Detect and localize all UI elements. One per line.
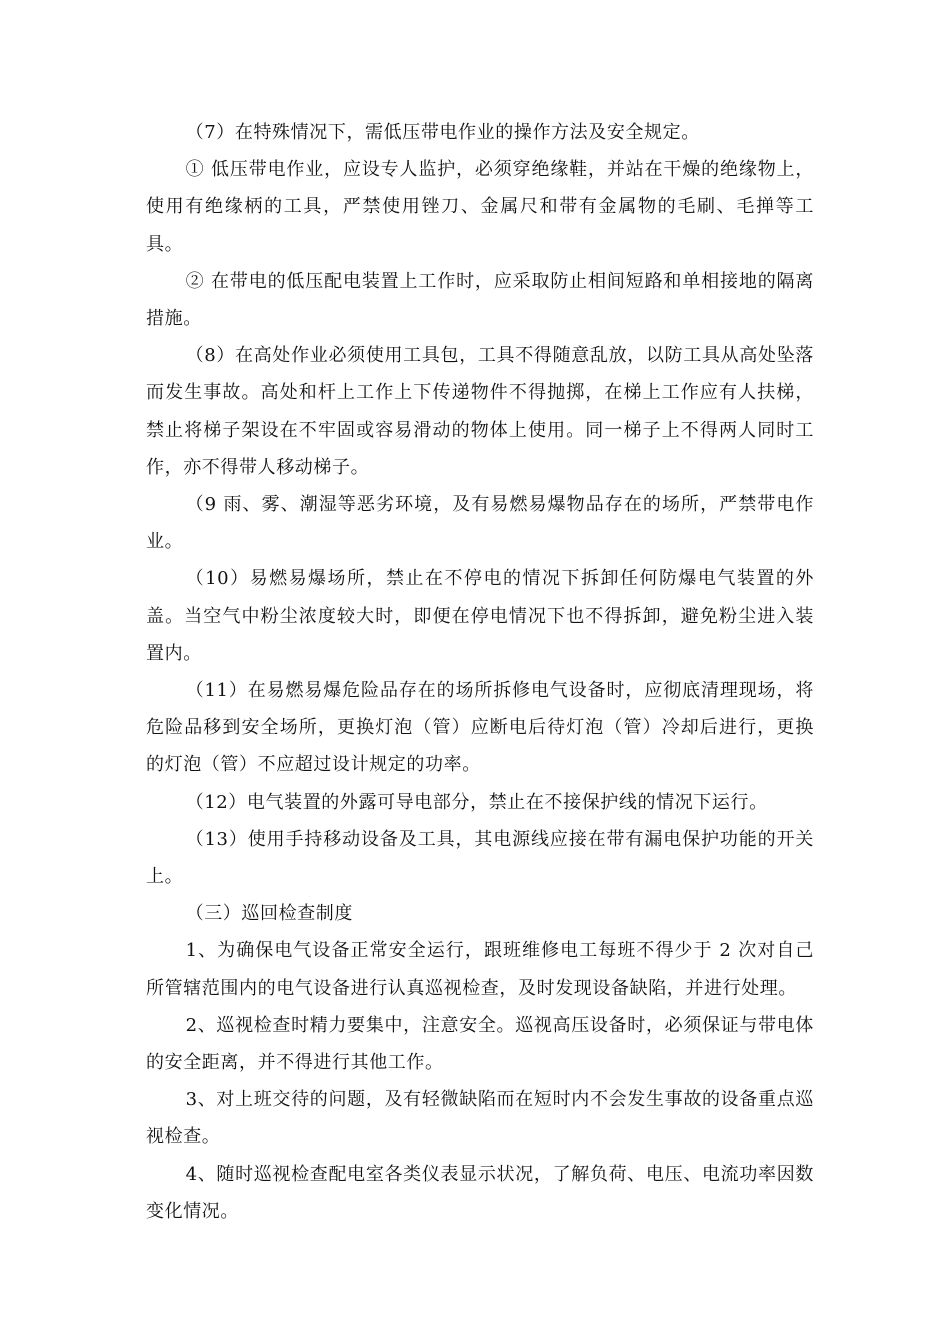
document-body	[146, 114, 814, 1230]
inspection-item-3: 3、对上班交待的问题，及有轻微缺陷而在短时内不会发生事故的设备重点巡视检查。	[146, 1089, 814, 1148]
paragraph-7-item-1: ① 低压带电作业，应设专人监护，必须穿绝缘鞋，并站在干燥的绝缘物上，使用有绝缘柄的工具，严禁使用锉刀、金属尺和带有金属物的毛刷、毛掸等工具。	[146, 159, 814, 255]
paragraph-7-item-2: ② 在带电的低压配电装置上工作时，应采取防止相间短路和单相接地的隔离措施。	[146, 270, 814, 330]
paragraph-8-height-work: （8）在高处作业必须使用工具包，工具不得随意乱放，以防工具从高处坠落而发生事故。高处和杆上工作上下传递物件不得抛掷，在梯上工作应有人扶梯，禁止将梯子架设在不牢固或容易滑动的物体上使用。同一梯子上不得两人同时工作，亦不得带人移动梯子。	[146, 345, 814, 478]
paragraph-12-exposed-parts: （12）电气装置的外露可导电部分，禁止在不接保护线的情况下运行。	[185, 791, 768, 813]
inspection-item-4: 4、随时巡视检查配电室各类仪表显示状况，了解负荷、电压、电流功率因数变化情况。	[146, 1163, 814, 1222]
paragraph-11-hazard-repair: （11）在易燃易爆危险品存在的场所拆修电气设备时，应彻底清理现场，将危险品移到安全场所，更换灯泡（管）应断电后待灯泡（管）冷却后进行，更换的灯泡（管）不应超过设计规定的功率。	[146, 680, 814, 776]
paragraph-7-live-work-rules: （7）在特殊情况下，需低压带电作业的操作方法及安全规定。	[185, 122, 700, 143]
paragraph-10-explosive-sites: （10）易燃易爆场所，禁止在不停电的情况下拆卸任何防爆电气装置的外盖。当空气中粉尘浓度较大时，即便在停电情况下也不得拆卸，避免粉尘进入装置内。	[146, 568, 814, 664]
paragraph-13-portable-tools: （13）使用手持移动设备及工具，其电源线应接在带有漏电保护功能的开关上。	[146, 828, 814, 888]
section-heading-inspection: （三）巡回检查制度	[185, 903, 353, 925]
inspection-item-2: 2、巡视检查时精力要集中，注意安全。巡视高压设备时，必须保证与带电体的安全距离，并不得进行其他工作。	[146, 1014, 814, 1074]
inspection-item-1: 1、为确保电气设备正常安全运行，跟班维修电工每班不得少于 2 次对自己所管辖范围内的电气设备进行认真巡视检查，及时发现设备缺陷，并进行处理。	[146, 940, 814, 999]
paragraph-9-harsh-environment: （9 雨、雾、潮湿等恶劣环境，及有易燃易爆物品存在的场所，严禁带电作业。	[146, 494, 814, 553]
